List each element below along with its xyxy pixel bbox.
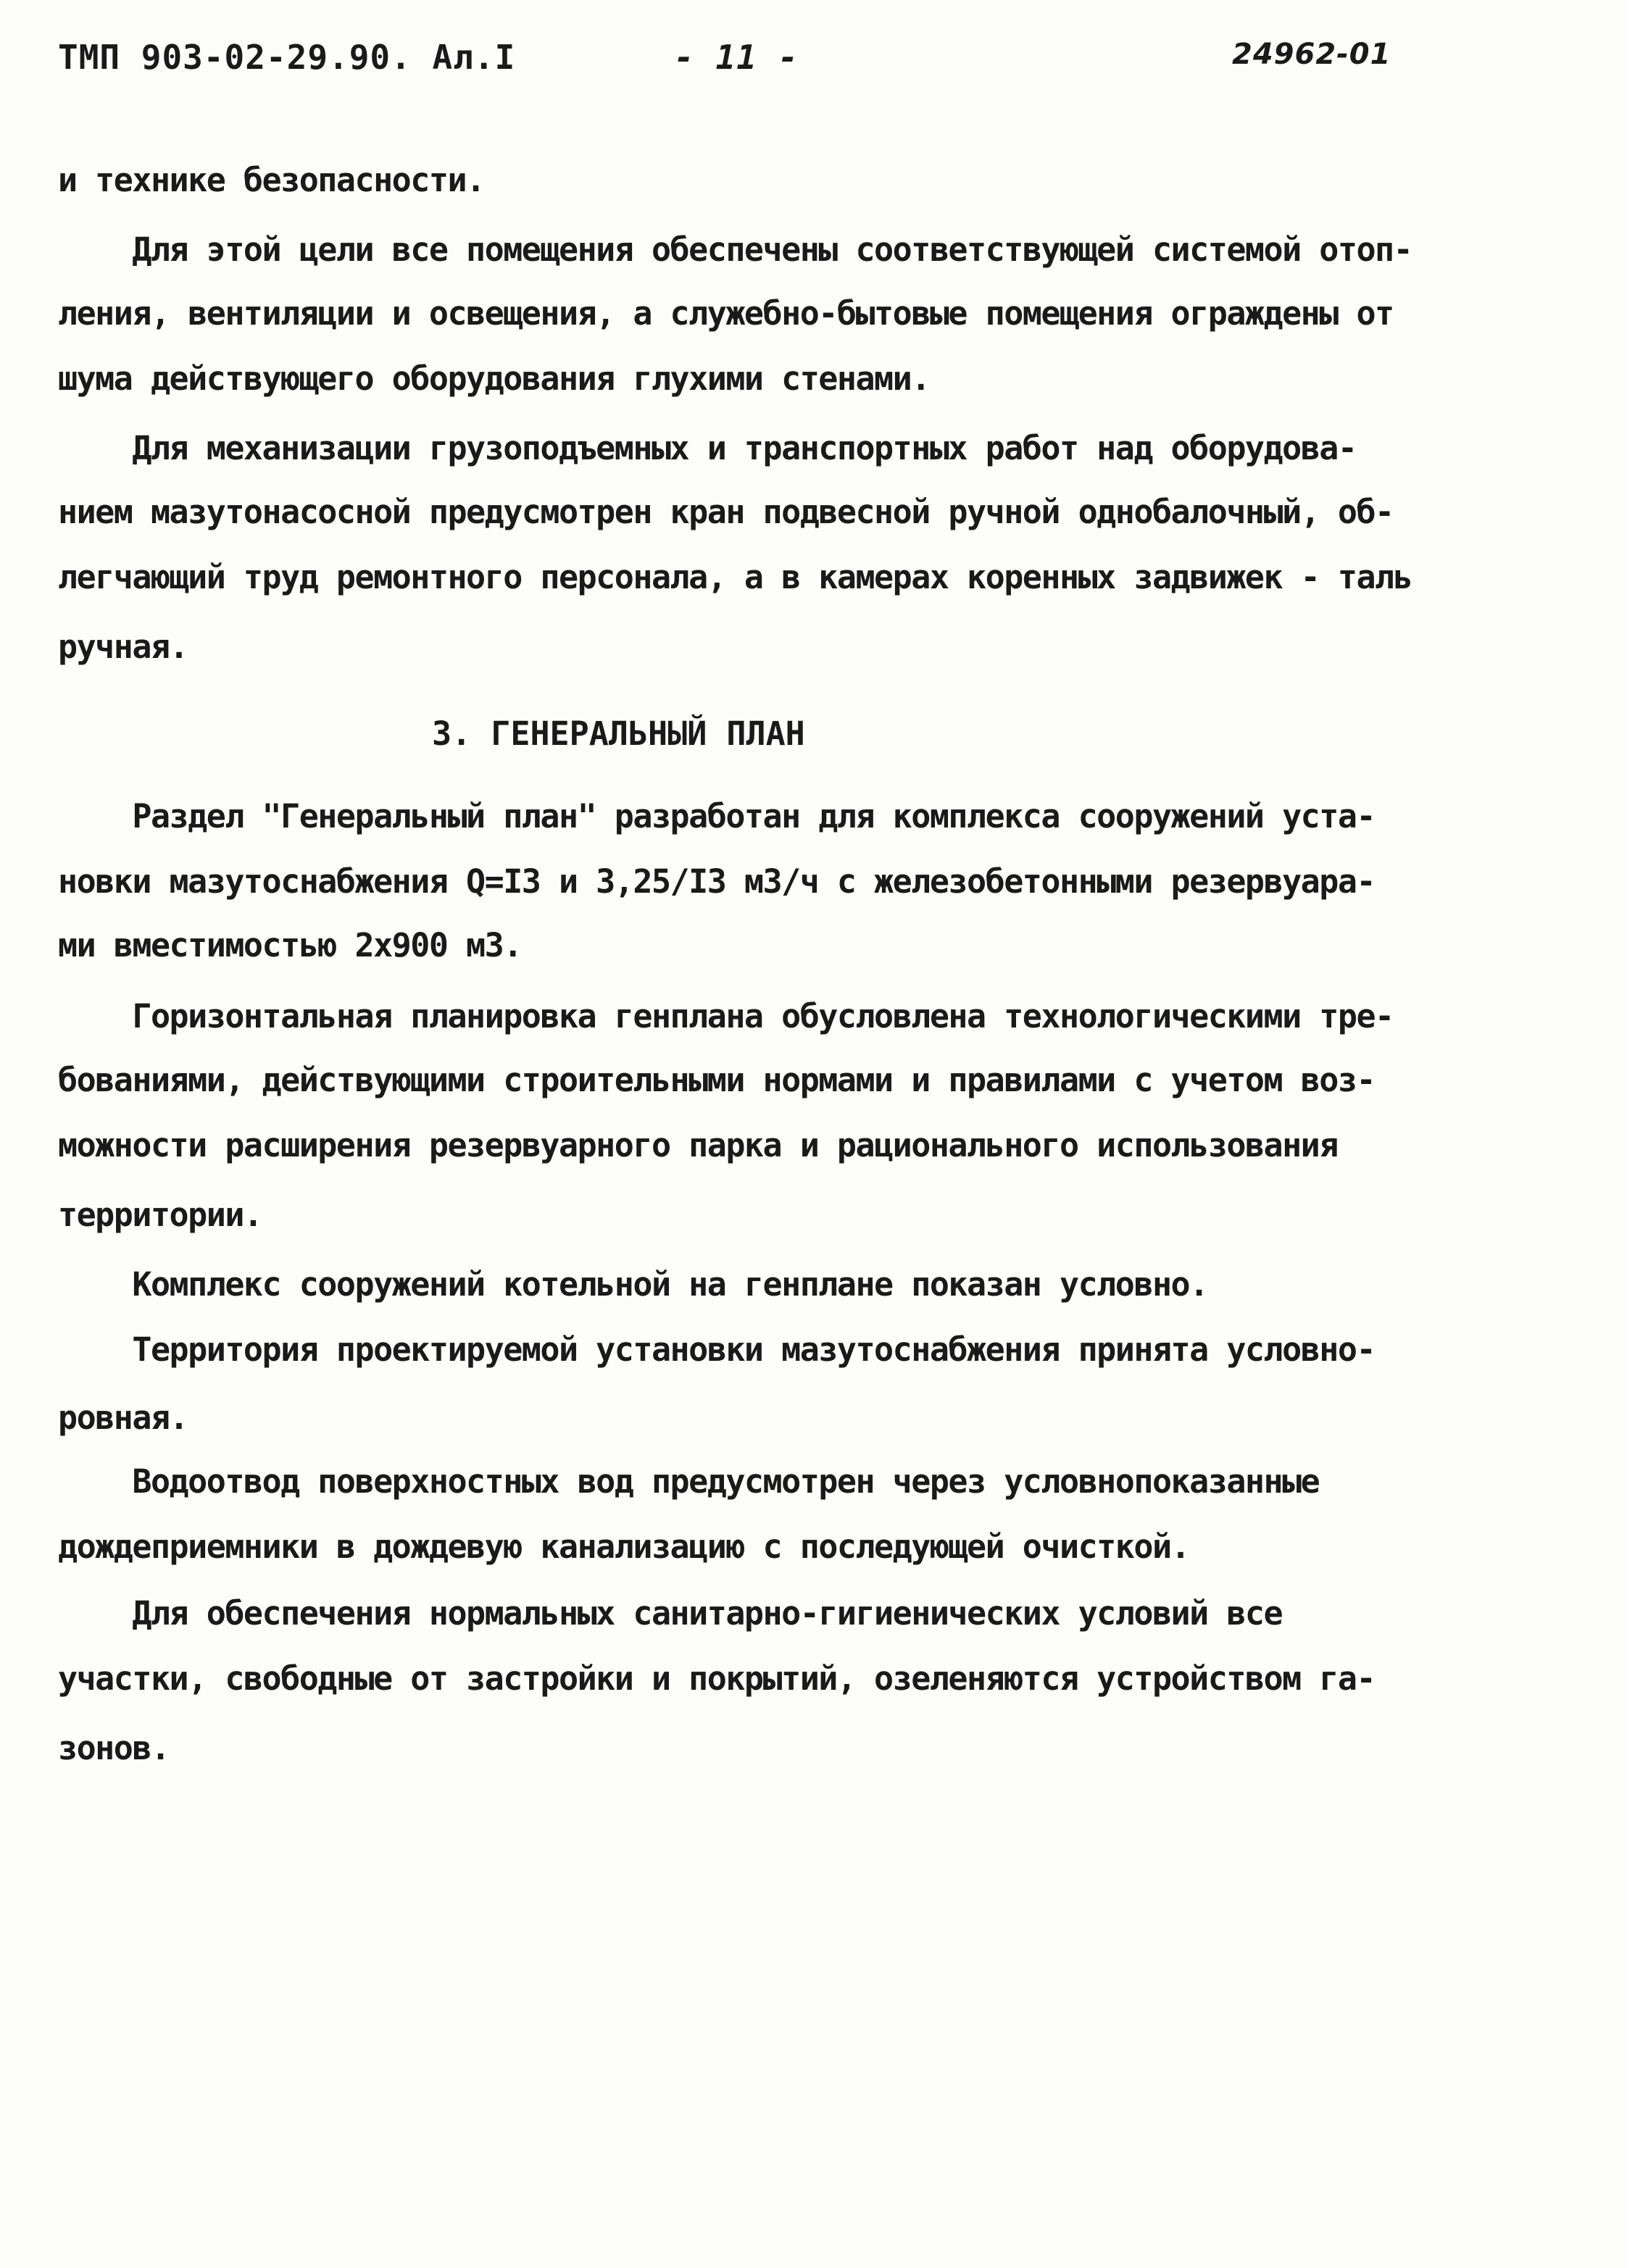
text-line: дождеприемники в дождевую канализацию с последующей очисткой.: [58, 1527, 1190, 1566]
text-line: Раздел "Генеральный план" разработан для комплекса сооружений уста-: [58, 797, 1376, 835]
text-line: можности расширения резервуарного парка и рационального использования: [58, 1126, 1338, 1164]
text-line: бованиями, действующими строительными нормами и правилами с учетом воз-: [58, 1061, 1376, 1099]
text-line: Территория проектируемой установки мазутоснабжения принята условно-: [58, 1330, 1376, 1369]
document-code: ТМП 903-02-29.90. Ал.I: [58, 38, 516, 77]
text-line: шума действующего оборудования глухими стенами.: [58, 359, 930, 398]
text-line: Для механизации грузоподъемных и транспортных работ над оборудова-: [58, 429, 1357, 467]
text-line: нием мазутонасосной предусмотрен кран подвесной ручной однобалочный, об-: [58, 493, 1394, 531]
document-number: 24962-01: [1232, 38, 1391, 71]
text-line: территории.: [58, 1196, 262, 1234]
text-line: Водоотвод поверхностных вод предусмотрен через условнопоказанные: [58, 1462, 1320, 1501]
text-line: легчающий труд ремонтного персонала, а в камерах коренных задвижек - таль: [58, 558, 1412, 596]
text-line: ровная.: [58, 1398, 188, 1437]
text-line: участки, свободные от застройки и покрытий, озеленяются устройством га-: [58, 1659, 1376, 1698]
text-line: зонов.: [58, 1729, 170, 1767]
text-line: ручная.: [58, 628, 188, 666]
text-line: новки мазутоснабжения Q=I3 и 3,25/I3 м3/ч с железобетонными резервуара-: [58, 862, 1376, 901]
text-line: Для обеспечения нормальных санитарно-гигиенических условий все: [58, 1594, 1283, 1633]
page-number: - 11 -: [674, 38, 799, 77]
text-line: Для этой цели все помещения обеспечены соответствующей системой отоп-: [58, 230, 1412, 269]
text-line: Горизонтальная планировка генплана обусловлена технологическими тре-: [58, 997, 1394, 1035]
text-line: и технике безопасности.: [58, 161, 485, 199]
section-heading: 3. ГЕНЕРАЛЬНЫЙ ПЛАН: [432, 714, 805, 753]
text-line: ления, вентиляции и освещения, а служебно-бытовые помещения ограждены от: [58, 294, 1394, 333]
text-line: ми вместимостью 2х900 м3.: [58, 926, 522, 964]
text-line: Комплекс сооружений котельной на генплане показан условно.: [58, 1265, 1208, 1304]
